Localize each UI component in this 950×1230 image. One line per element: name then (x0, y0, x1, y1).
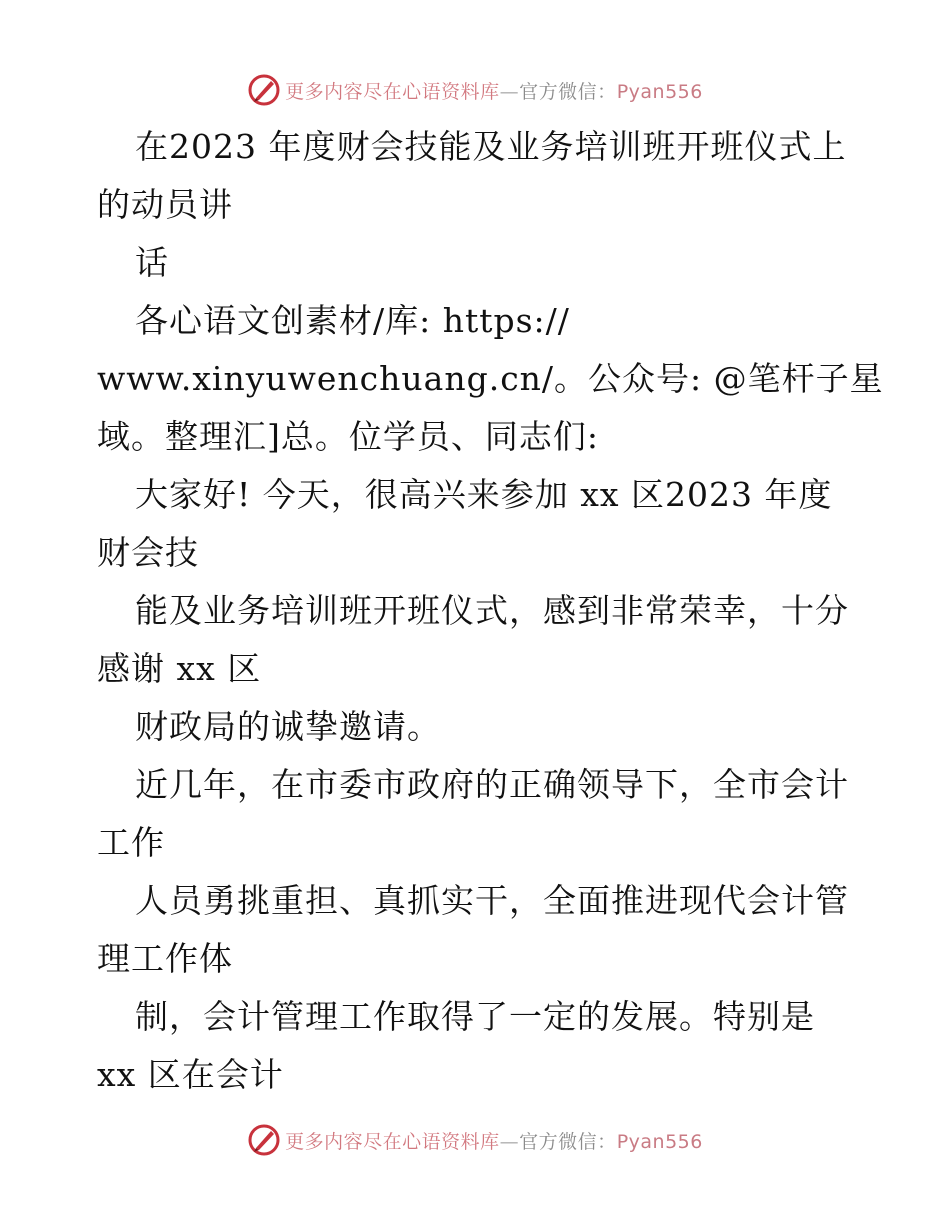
document-line: 的动员讲 (97, 185, 233, 224)
document-line: 财会技 (97, 533, 199, 572)
document-line: xx 区在会计 (97, 1055, 284, 1094)
banner-text (285, 1127, 703, 1154)
document-line: 能及业务培训班开班仪式，感到非常荣幸，十分 (135, 591, 849, 630)
banner-lead: 更多内容尽在心语资料库 (285, 1130, 500, 1153)
banner-wechat-id: Pyan556 (616, 1130, 703, 1153)
document-line: 在2023 年度财会技能及业务培训班开班仪式上 (135, 127, 847, 166)
document-line: 工作 (97, 823, 165, 862)
document-line: 各心语文创素材/库: https:// (135, 301, 570, 340)
banner-text (285, 77, 703, 104)
footer-banner (0, 1120, 950, 1160)
banner-dash: — (499, 80, 520, 103)
document-line: 制，会计管理工作取得了一定的发展。特别是 (135, 997, 815, 1036)
document-line: 近几年，在市委市政府的正确领导下，全市会计 (135, 765, 849, 804)
document-line: 感谢 xx 区 (97, 649, 262, 688)
document-line: 大家好! 今天，很高兴来参加 xx 区2023 年度 (135, 475, 833, 514)
document-line: 财政局的诚挚邀请。 (135, 707, 441, 746)
document-line: 理工作体 (97, 939, 233, 978)
banner-wechat-label: 官方微信： (519, 1130, 617, 1153)
quill-pen-logo-icon (247, 73, 281, 107)
document-line: 域。整理汇]总。位学员、同志们: (97, 417, 599, 456)
banner-lead: 更多内容尽在心语资料库 (285, 80, 500, 103)
banner-wechat-label: 官方微信： (519, 80, 617, 103)
banner-dash: — (499, 1130, 520, 1153)
banner-wechat-id: Pyan556 (616, 80, 703, 103)
header-banner (0, 70, 950, 110)
document-line: 话 (135, 243, 169, 282)
document-line: 人员勇挑重担、真抓实干，全面推进现代会计管 (135, 881, 849, 920)
document-line: www.xinyuwenchuang.cn/。公众号: @笔杆子星 (97, 359, 884, 398)
quill-pen-logo-icon (247, 1123, 281, 1157)
